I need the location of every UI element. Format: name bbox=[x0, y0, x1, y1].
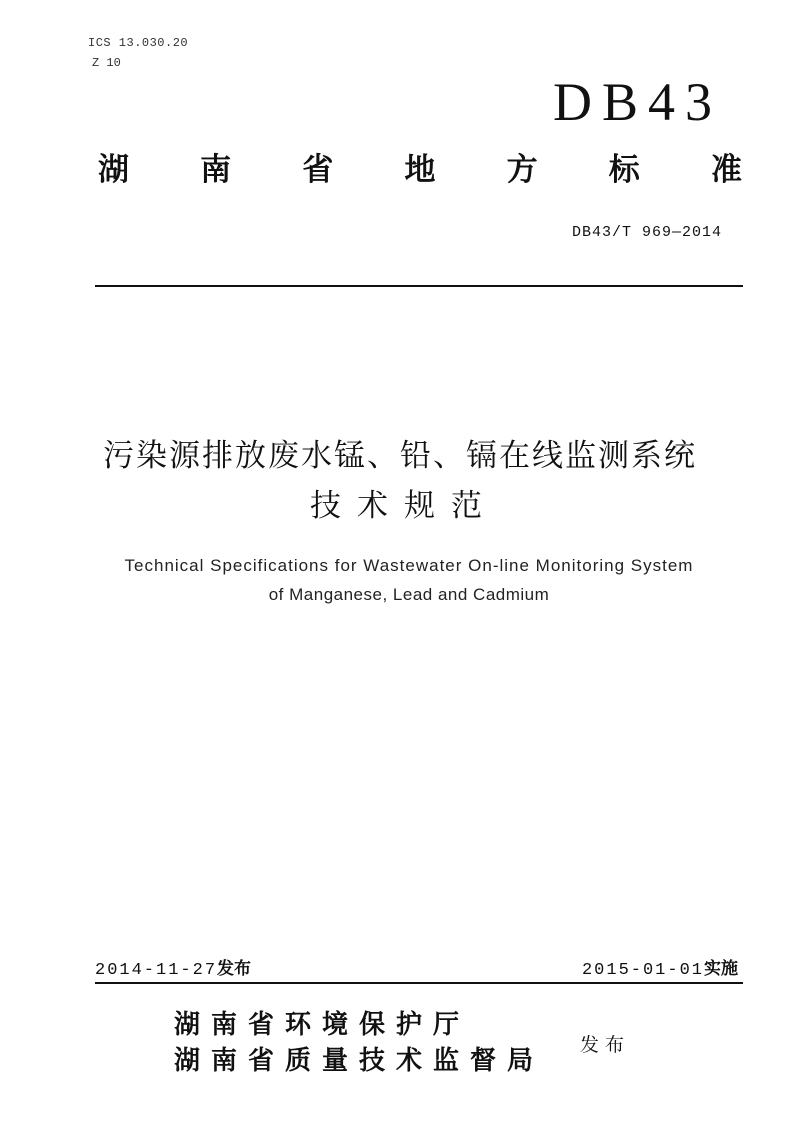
implement-date bbox=[582, 954, 738, 980]
standard-type-char: 方 bbox=[506, 152, 538, 188]
standard-type-char: 准 bbox=[710, 152, 742, 188]
issue-date-label: 发布 bbox=[217, 959, 252, 979]
issuer-org-2: 湖南省质量技术监督局 bbox=[174, 1046, 545, 1076]
standard-type-char: 湖 bbox=[98, 152, 129, 188]
title-en-line2: of Manganese, Lead and Cadmium bbox=[268, 585, 550, 604]
implement-date-label: 实施 bbox=[704, 959, 738, 979]
standard-type-char: 标 bbox=[608, 152, 640, 188]
standard-type bbox=[98, 150, 742, 190]
issue-date bbox=[95, 954, 251, 980]
publish-label: 发布 bbox=[580, 1034, 631, 1056]
ics-code: ICS 13.030.20 bbox=[88, 36, 189, 50]
classification-code: Z 10 bbox=[92, 56, 121, 70]
title-en-line1: Technical Specifications for Wastewater On-line Monitoring System bbox=[124, 556, 694, 575]
title-cn-line1: 污染源排放废水锰、铅、镉在线监测系统 bbox=[103, 438, 697, 474]
issue-date-value: 2014-11-27 bbox=[95, 961, 218, 980]
bottom-divider bbox=[95, 982, 743, 984]
db-code: DB43 bbox=[552, 72, 722, 132]
title-cn-line2: 技术规范 bbox=[310, 488, 498, 524]
standard-type-char: 南 bbox=[200, 152, 232, 188]
standard-type-char: 省 bbox=[302, 152, 334, 188]
standard-number: DB43/T 969—2014 bbox=[571, 224, 722, 241]
standard-type-char: 地 bbox=[404, 152, 436, 188]
implement-date-value: 2015-01-01 bbox=[581, 961, 704, 980]
top-divider bbox=[95, 285, 743, 287]
issuer-org-1: 湖南省环境保护厅 bbox=[174, 1010, 471, 1040]
